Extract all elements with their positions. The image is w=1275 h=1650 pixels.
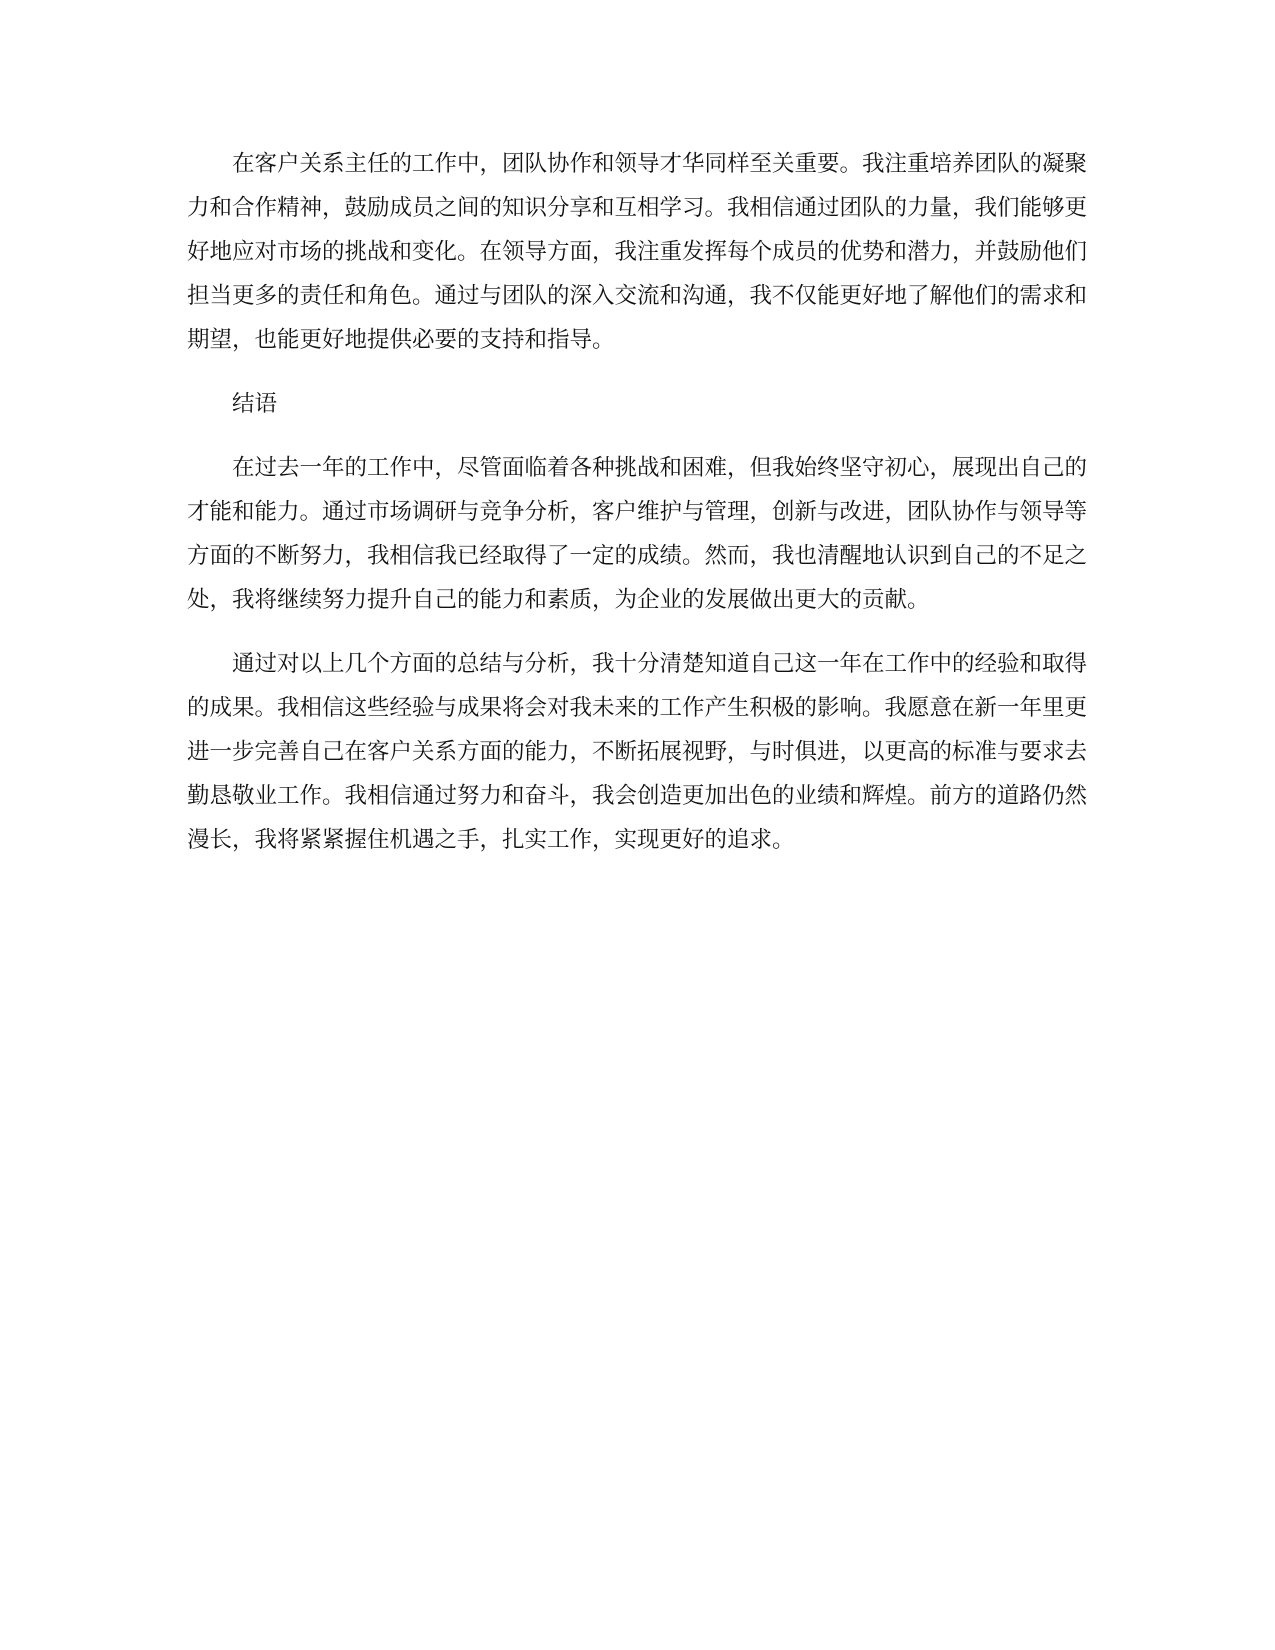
paragraph-teamwork: 在客户关系主任的工作中，团队协作和领导才华同样至关重要。我注重培养团队的凝聚力和合作精神，鼓励成员之间的知识分享和互相学习。我相信通过团队的力量，我们能够更好地应对市场的挑战和变化。在领导方面，我注重发挥每个成员的优势和潜力，并鼓励他们担当更多的责任和角色。通过与团队的深入交流和沟通，我不仅能更好地了解他们的需求和期望，也能更好地提供必要的支持和指导。 [187, 151, 1088, 353]
paragraph-year-review: 在过去一年的工作中，尽管面临着各种挑战和困难，但我始终坚守初心，展现出自己的才能和能力。通过市场调研与竞争分析，客户维护与管理，创新与改进，团队协作与领导等方面的不断努力，我相信我已经取得了一定的成绩。然而，我也清醒地认识到自己的不足之处，我将继续努力提升自己的能力和素质，为企业的发展做出更大的贡献。 [187, 455, 1088, 613]
section-heading-conclusion: 结语 [232, 391, 278, 417]
document-body [187, 142, 1087, 882]
paragraph-summary: 通过对以上几个方面的总结与分析，我十分清楚知道自己这一年在工作中的经验和取得的成果。我相信这些经验与成果将会对我未来的工作产生积极的影响。我愿意在新一年里更进一步完善自己在客户关系方面的能力，不断拓展视野，与时俱进，以更高的标准与要求去勤恳敬业工作。我相信通过努力和奋斗，我会创造更加出色的业绩和辉煌。前方的道路仍然漫长，我将紧紧握住机遇之手，扎实工作，实现更好的追求。 [187, 651, 1088, 853]
